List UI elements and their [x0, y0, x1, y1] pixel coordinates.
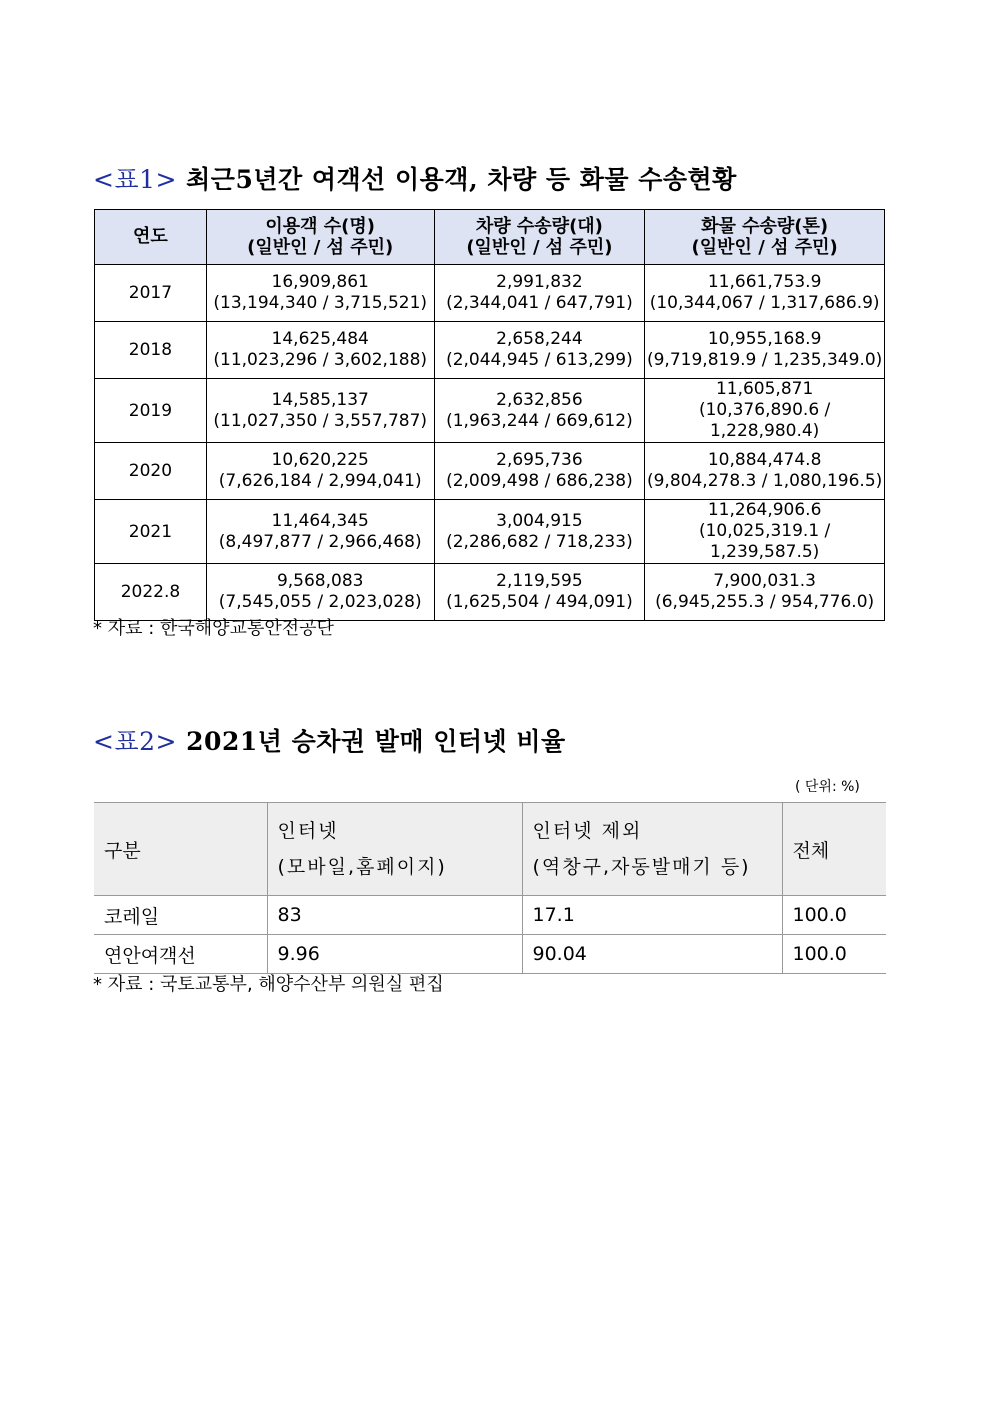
table2-title-tag: <표2> — [93, 727, 177, 756]
vehicles-breakdown: (2,344,041 / 647,791) — [446, 293, 633, 313]
vehicles-total: 2,991,832 — [496, 272, 583, 292]
cell-cargo — [645, 500, 885, 564]
cargo-total: 7,900,031.3 — [713, 571, 816, 591]
header-internet — [267, 803, 522, 896]
passengers-total: 16,909,861 — [271, 272, 369, 292]
table-row — [95, 500, 885, 564]
header-vehicles-title: 차량 수송량(대) — [475, 216, 603, 237]
table-row — [95, 443, 885, 500]
cell-vehicles — [434, 564, 645, 621]
cargo-breakdown: (9,804,278.3 / 1,080,196.5) — [646, 471, 883, 491]
header-non-internet-sub: (역창구,자동발매기 등) — [532, 856, 751, 878]
header-passengers — [206, 210, 434, 265]
cargo-total: 11,605,871 — [715, 379, 814, 399]
header-category: 구분 — [94, 803, 267, 896]
header-passengers-sub: (일반인 / 섬 주민) — [247, 237, 394, 258]
passengers-total: 10,620,225 — [271, 450, 369, 470]
passengers-breakdown: (11,023,296 / 3,602,188) — [213, 350, 428, 370]
cargo-breakdown: (10,025,319.1 / 1,239,587.5) — [698, 521, 831, 562]
cargo-total: 10,955,168.9 — [707, 329, 822, 349]
passengers-breakdown: (7,545,055 / 2,023,028) — [218, 592, 422, 612]
passengers-breakdown: (7,626,184 / 2,994,041) — [218, 471, 422, 491]
table1-title-text: 최근5년간 여객선 이용객, 차량 등 화물 수송현황 — [176, 165, 737, 194]
cell-year: 2018 — [95, 322, 207, 379]
table2-title — [93, 722, 566, 758]
cell-year: 2022.8 — [95, 564, 207, 621]
table2-source-note: * 자료 : 국토교통부, 해양수산부 의원실 편집 — [93, 974, 444, 995]
cargo-breakdown: (10,344,067 / 1,317,686.9) — [649, 293, 880, 313]
header-cargo-sub: (일반인 / 섬 주민) — [691, 237, 838, 258]
passenger-cargo-table — [94, 209, 885, 621]
vehicles-breakdown: (2,009,498 / 686,238) — [446, 471, 633, 491]
passengers-breakdown: (13,194,340 / 3,715,521) — [213, 293, 428, 313]
cell-vehicles — [434, 500, 645, 564]
cell-total: 100.0 — [782, 935, 886, 974]
vehicles-total: 3,004,915 — [496, 510, 583, 531]
cell-vehicles — [434, 379, 645, 443]
table-header-row — [94, 803, 886, 896]
cell-cargo — [645, 564, 885, 621]
cell-category: 코레일 — [94, 896, 267, 935]
cell-passengers — [206, 322, 434, 379]
cargo-total: 11,264,906.6 — [707, 500, 822, 520]
header-internet-title: 인터넷 — [277, 820, 339, 842]
cargo-breakdown: (10,376,890.6 / 1,228,980.4) — [698, 400, 831, 441]
header-internet-sub: (모바일,홈페이지) — [277, 856, 447, 878]
table-row — [95, 265, 885, 322]
cell-passengers — [206, 443, 434, 500]
table-header-row — [95, 210, 885, 265]
table-row — [95, 379, 885, 443]
passengers-total: 9,568,083 — [276, 571, 364, 591]
passengers-total: 11,464,345 — [271, 510, 369, 531]
header-vehicles-sub: (일반인 / 섬 주민) — [466, 237, 613, 258]
passengers-breakdown: (11,027,350 / 3,557,787) — [213, 410, 428, 431]
vehicles-breakdown: (2,044,945 / 613,299) — [446, 350, 633, 370]
table2-title-text: 2021년 승차권 발매 인터넷 비율 — [176, 727, 566, 756]
cell-cargo — [645, 322, 885, 379]
cargo-total: 11,661,753.9 — [707, 272, 822, 292]
cell-year: 2017 — [95, 265, 207, 322]
cell-cargo — [645, 379, 885, 443]
vehicles-total: 2,695,736 — [496, 450, 583, 470]
cell-year: 2021 — [95, 500, 207, 564]
cell-passengers — [206, 564, 434, 621]
cell-category: 연안여객선 — [94, 935, 267, 974]
table1-title — [93, 160, 737, 196]
vehicles-total: 2,119,595 — [496, 571, 583, 591]
ticket-internet-ratio-table — [94, 802, 886, 974]
cargo-breakdown: (9,719,819.9 / 1,235,349.0) — [646, 350, 883, 370]
cell-vehicles — [434, 322, 645, 379]
cell-total: 100.0 — [782, 896, 886, 935]
vehicles-total: 2,632,856 — [496, 389, 583, 410]
passengers-breakdown: (8,497,877 / 2,966,468) — [218, 531, 422, 552]
cell-cargo — [645, 265, 885, 322]
cell-year: 2020 — [95, 443, 207, 500]
table1-title-tag: <표1> — [93, 165, 177, 194]
cell-year: 2019 — [95, 379, 207, 443]
passengers-total: 14,585,137 — [271, 389, 369, 410]
cell-internet: 83 — [267, 896, 522, 935]
table-row — [94, 896, 886, 935]
vehicles-total: 2,658,244 — [496, 329, 583, 349]
cargo-breakdown: (6,945,255.3 / 954,776.0) — [655, 592, 875, 612]
cell-vehicles — [434, 265, 645, 322]
header-vehicles — [434, 210, 645, 265]
table2-unit-label: ( 단위: %) — [795, 779, 860, 795]
cell-passengers — [206, 500, 434, 564]
cell-non-internet: 90.04 — [522, 935, 782, 974]
cell-passengers — [206, 265, 434, 322]
table-row — [95, 322, 885, 379]
header-total: 전체 — [782, 803, 886, 896]
header-non-internet — [522, 803, 782, 896]
vehicles-breakdown: (1,963,244 / 669,612) — [446, 410, 633, 431]
cell-passengers — [206, 379, 434, 443]
header-non-internet-title: 인터넷 제외 — [532, 820, 643, 842]
vehicles-breakdown: (1,625,504 / 494,091) — [446, 592, 633, 612]
header-passengers-title: 이용객 수(명) — [265, 216, 376, 237]
cell-non-internet: 17.1 — [522, 896, 782, 935]
cell-internet: 9.96 — [267, 935, 522, 974]
header-cargo-title: 화물 수송량(톤) — [701, 216, 829, 237]
table-row — [95, 564, 885, 621]
vehicles-breakdown: (2,286,682 / 718,233) — [446, 531, 633, 552]
passengers-total: 14,625,484 — [271, 329, 369, 349]
table-row — [94, 935, 886, 974]
cell-cargo — [645, 443, 885, 500]
cargo-total: 10,884,474.8 — [707, 450, 822, 470]
table1-source-note: * 자료 : 한국해양교통안전공단 — [93, 618, 334, 639]
cell-vehicles — [434, 443, 645, 500]
header-cargo — [645, 210, 885, 265]
header-year: 연도 — [95, 210, 207, 265]
